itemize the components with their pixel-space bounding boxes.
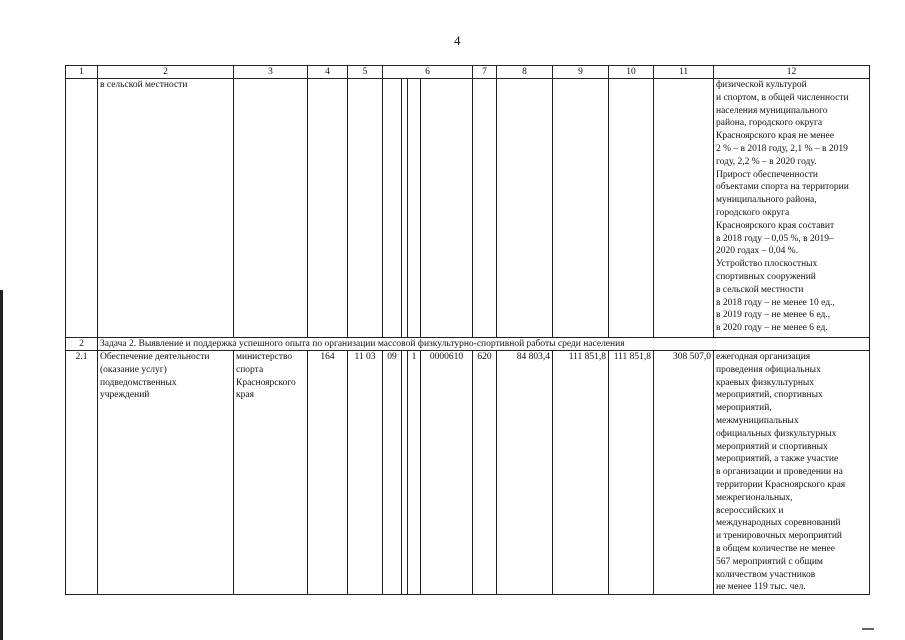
- cell-empty: [308, 79, 348, 338]
- header-cell-4: 4: [308, 66, 348, 79]
- item-amount-2020: 111 851,8: [609, 351, 654, 595]
- header-cell-3: 3: [234, 66, 308, 79]
- scan-mark: [862, 628, 874, 630]
- scan-edge-line: [0, 290, 3, 640]
- header-cell-10: 10: [609, 66, 654, 79]
- item-csr-code: 0000610: [421, 351, 473, 595]
- header-cell-2: 2: [98, 66, 234, 79]
- column-number-row: [66, 66, 870, 79]
- header-cell-11: 11: [654, 66, 714, 79]
- header-cell-5: 5: [348, 66, 383, 79]
- item-executor: министерство спорта Красноярского края: [234, 351, 308, 595]
- item-grbs: 164: [308, 351, 348, 595]
- header-cell-9: 9: [553, 66, 609, 79]
- item-csr-program: 09: [383, 351, 402, 595]
- cell-empty: [553, 79, 609, 338]
- task-title: Задача 2. Выявление и поддержка успешного опыта по организации массовой физкультурно-спортивной работы среди населения: [98, 338, 870, 351]
- cell-empty: [348, 79, 383, 338]
- header-cell-6: 6: [383, 66, 473, 79]
- cell-result-continued: физической культурой и спортом, в общей численности населения муниципального района, городского округа Красноярского края не менее 2 % – в 2018 году, 2,1 % – в 2019 году, 2,2 % – в 2020 году. Прирост обеспеченности объектами спорта на территории муниципального района, городского округа Красноярского края составит в 2018 году – 0,05 %, в 2019– 2020 годах – 0,04 %. Устройство плоскостных спортивных сооружений в сельской местности в 2018 году – не менее 10 ед., в 2019 году – не менее 6 ед., в 2020 году – не менее 6 ед.: [714, 79, 870, 338]
- cell-empty: [234, 79, 308, 338]
- table-row-continued: [66, 79, 870, 338]
- item-vr: 620: [473, 351, 497, 595]
- header-cell-7: 7: [473, 66, 497, 79]
- item-csr-subprogram: 1: [408, 351, 421, 595]
- cell-empty: [609, 79, 654, 338]
- header-cell-1: 1: [66, 66, 98, 79]
- cell-empty: [383, 79, 402, 338]
- page-number: 4: [454, 33, 461, 48]
- cell-empty: [421, 79, 473, 338]
- header-cell-12: 12: [714, 66, 870, 79]
- item-number: 2.1: [66, 351, 98, 595]
- item-amount-2018: 84 803,4: [497, 351, 553, 595]
- cell-empty: [473, 79, 497, 338]
- item-amount-2019: 111 851,8: [553, 351, 609, 595]
- table-row-item: [66, 351, 870, 595]
- cell-name-continued: в сельской местности: [98, 79, 234, 338]
- item-result: ежегодная организация проведения официальных краевых физкультурных мероприятий, спортивных мероприятий, межмуниципальных официальных физкультурных мероприятий и спортивных мероприятий, а также участие в организации и проведении на территории Красноярского края межрегиональных, всероссийских и международных соревнований и тренировочных мероприятий в общем количестве не менее 567 мероприятий с общим количеством участников не менее 119 тыс. чел.: [714, 351, 870, 595]
- item-rzpr: 11 03: [348, 351, 383, 595]
- task-row: [66, 338, 870, 351]
- item-amount-total: 308 507,0: [654, 351, 714, 595]
- cell-empty: [66, 79, 98, 338]
- task-number: 2: [66, 338, 98, 351]
- cell-empty: [408, 79, 421, 338]
- cell-empty: [654, 79, 714, 338]
- cell-empty: [497, 79, 553, 338]
- budget-table: [65, 65, 870, 595]
- header-cell-8: 8: [497, 66, 553, 79]
- item-name: Обеспечение деятельности (оказание услуг) подведомственных учреждений: [98, 351, 234, 595]
